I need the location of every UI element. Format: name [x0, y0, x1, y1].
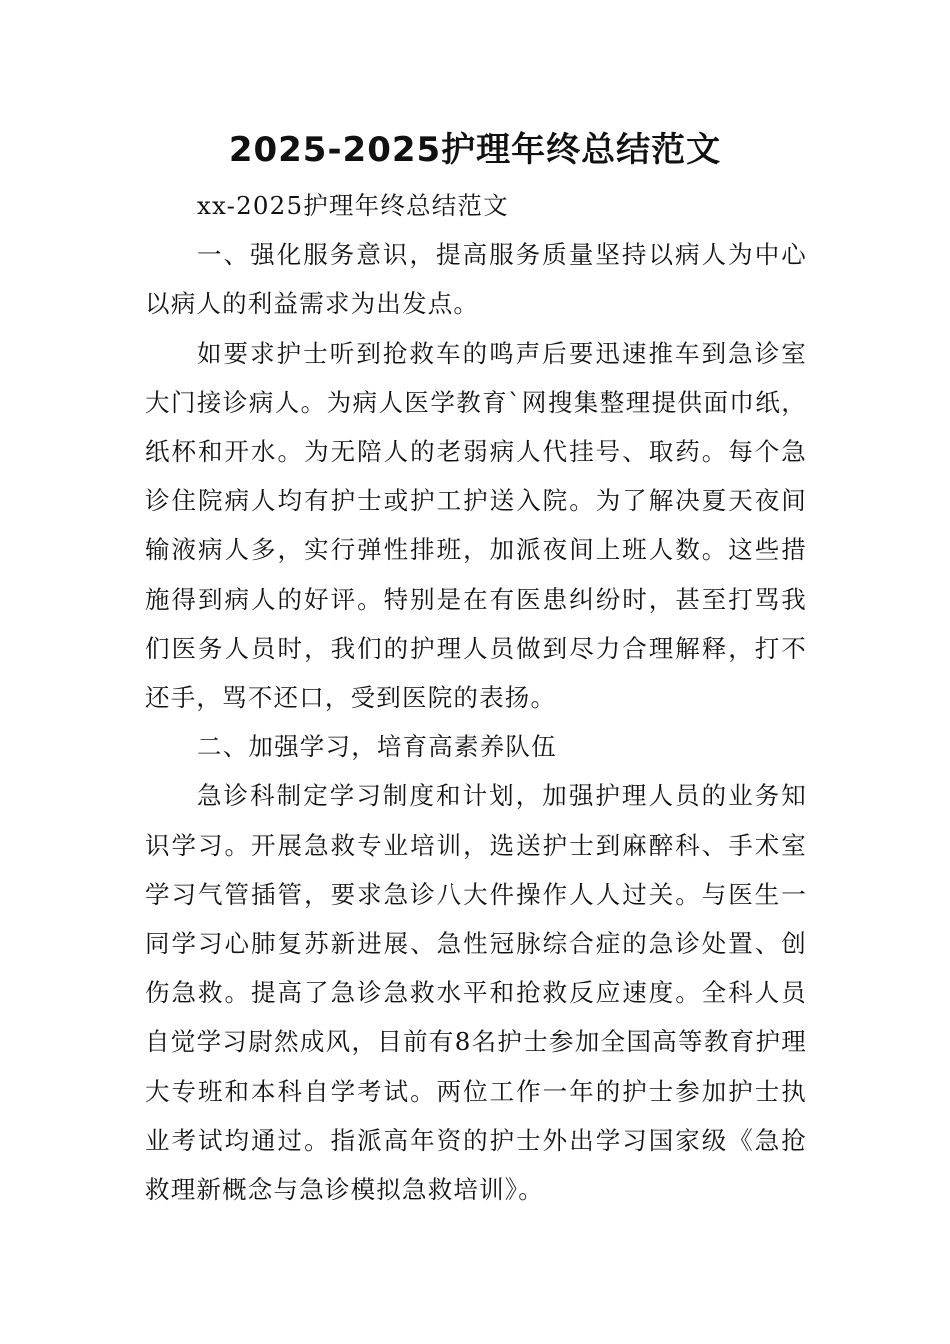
document-body: [145, 181, 807, 1214]
paragraph-section-2-body: 急诊科制定学习制度和计划，加强护理人员的业务知识学习。开展急救专业培训，选送护士到麻醉科、手术室学习气管插管，要求急诊八大件操作人人过关。与医生一同学习心肺复苏新进展、急性冠脉综合症的急诊处置、创伤急救。提高了急诊急救水平和抢救反应速度。全科人员自觉学习尉然成风，目前有8名护士参加全国高等教育护理大专班和本科自学考试。两位工作一年的护士参加护士执业考试均通过。指派高年资的护士外出学习国家级《急抢救理新概念与急诊模拟急救培训》。: [145, 781, 807, 1205]
document-title: 2025-2025护理年终总结范文: [228, 130, 722, 170]
paragraph-section-2-heading: 二、加强学习，培育高素养队伍: [197, 732, 557, 762]
paragraph-section-1-heading: 一、强化服务意识，提高服务质量坚持以病人为中心以病人的利益需求为出发点。: [145, 240, 807, 319]
paragraph-subtitle: xx-2025护理年终总结范文: [197, 191, 509, 220]
paragraph-section-1-body: 如要求护士听到抢救车的鸣声后要迅速推车到急诊室大门接诊病人。为病人医学教育`网搜集整理提供面巾纸，纸杯和开水。为无陪人的老弱病人代挂号、取药。每个急诊住院病人均有护士或护工护送入院。为了解决夏天夜间输液病人多，实行弹性排班，加派夜间上班人数。这些措施得到病人的好评。特别是在有医患纠纷时，甚至打骂我们医务人员时，我们的护理人员做到尽力合理解释，打不还手，骂不还口，受到医院的表扬。: [145, 338, 807, 713]
